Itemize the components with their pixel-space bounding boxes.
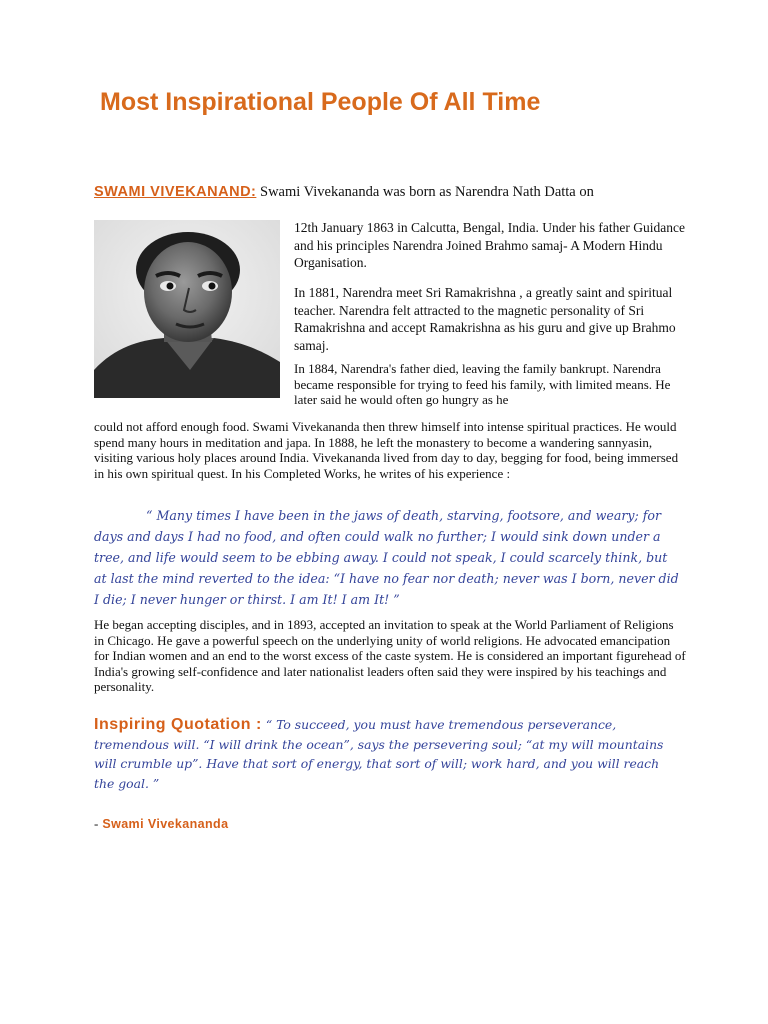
paragraph-ramakrishna: In 1881, Narendra meet Sri Ramakrishna , a greatly saint and spiritual teacher. Narendra felt attracted to the magnetic personality of Sri Ramakrishna and accept Ramakrishna as his guru and give up Brahmo samaj. [294, 285, 676, 353]
paragraph-father: In 1884, Narendra's father died, leaving the family bankrupt. Narendra became responsible for trying to feed his family, with limited means. He later said he would often go hungry as he [294, 361, 671, 407]
paragraph-birth: 12th January 1863 in Calcutta, Bengal, India. Under his father Guidance and his principles Narendra Joined Brahmo samaj- A Modern Hindu Organisation. [294, 220, 686, 270]
portrait-photo [94, 220, 280, 398]
section-intro [94, 184, 694, 201]
portrait-icon [94, 220, 280, 398]
signature-name: Swami Vivekananda [102, 817, 229, 831]
signature-dash: - [94, 816, 99, 831]
signature [94, 815, 228, 833]
vivekananda-quote: “ Many times I have been in the jaws of death, starving, footsore, and weary; for days and days I had no food, and often could walk no further; I would sink down under a tree, and life would seem to be ebbing away. I could not speak, I could scarcely think, but at last the mind reverted to the idea: “I have no fear nor death; never was I born, never did I die; I never hunger or thirst. I am It! I am It! ” [94, 508, 679, 607]
paragraph-chicago: He began accepting disciples, and in 1893, accepted an invitation to speak at the World Parliament of Religions in Chicago. He gave a powerful speech on the underlying unity of world religions. He advocated emancipation for Indian women and an end to the worst excess of the caste system. He is considered an important figurehead of India's growing self-confidence and later nationalist leaders often said they were inspired by his teachings and personality. [94, 617, 686, 694]
paragraph-spiritual-practices: could not afford enough food. Swami Vivekananda then threw himself into intense spiritual practices. He would spend many hours in meditation and japa. In 1888, he left the monastery to become a wandering sannyasin, visiting various holy places around India. Vivekananda lived from day to day, begging for food, being immersed in his own spiritual quest. In his Completed Works, he writes of his experience : [94, 419, 679, 481]
inspiring-quote-text: “ To succeed, you must have tremendous perseverance, tremendous will. “I will drink the ocean”, says the persevering soul; “at my will mountains will crumble up”. Have that sort of energy, that sort of will; work hard, and you will reach the goal. ” [94, 717, 664, 791]
intro-line: Swami Vivekananda was born as Narendra Nath Datta on [260, 184, 594, 200]
page-title: Most Inspirational People Of All Time [100, 88, 541, 116]
inspiring-quotation [94, 715, 682, 793]
section-heading: SWAMI VIVEKANAND: [94, 184, 257, 200]
inspiring-label: Inspiring Quotation : [94, 716, 262, 733]
